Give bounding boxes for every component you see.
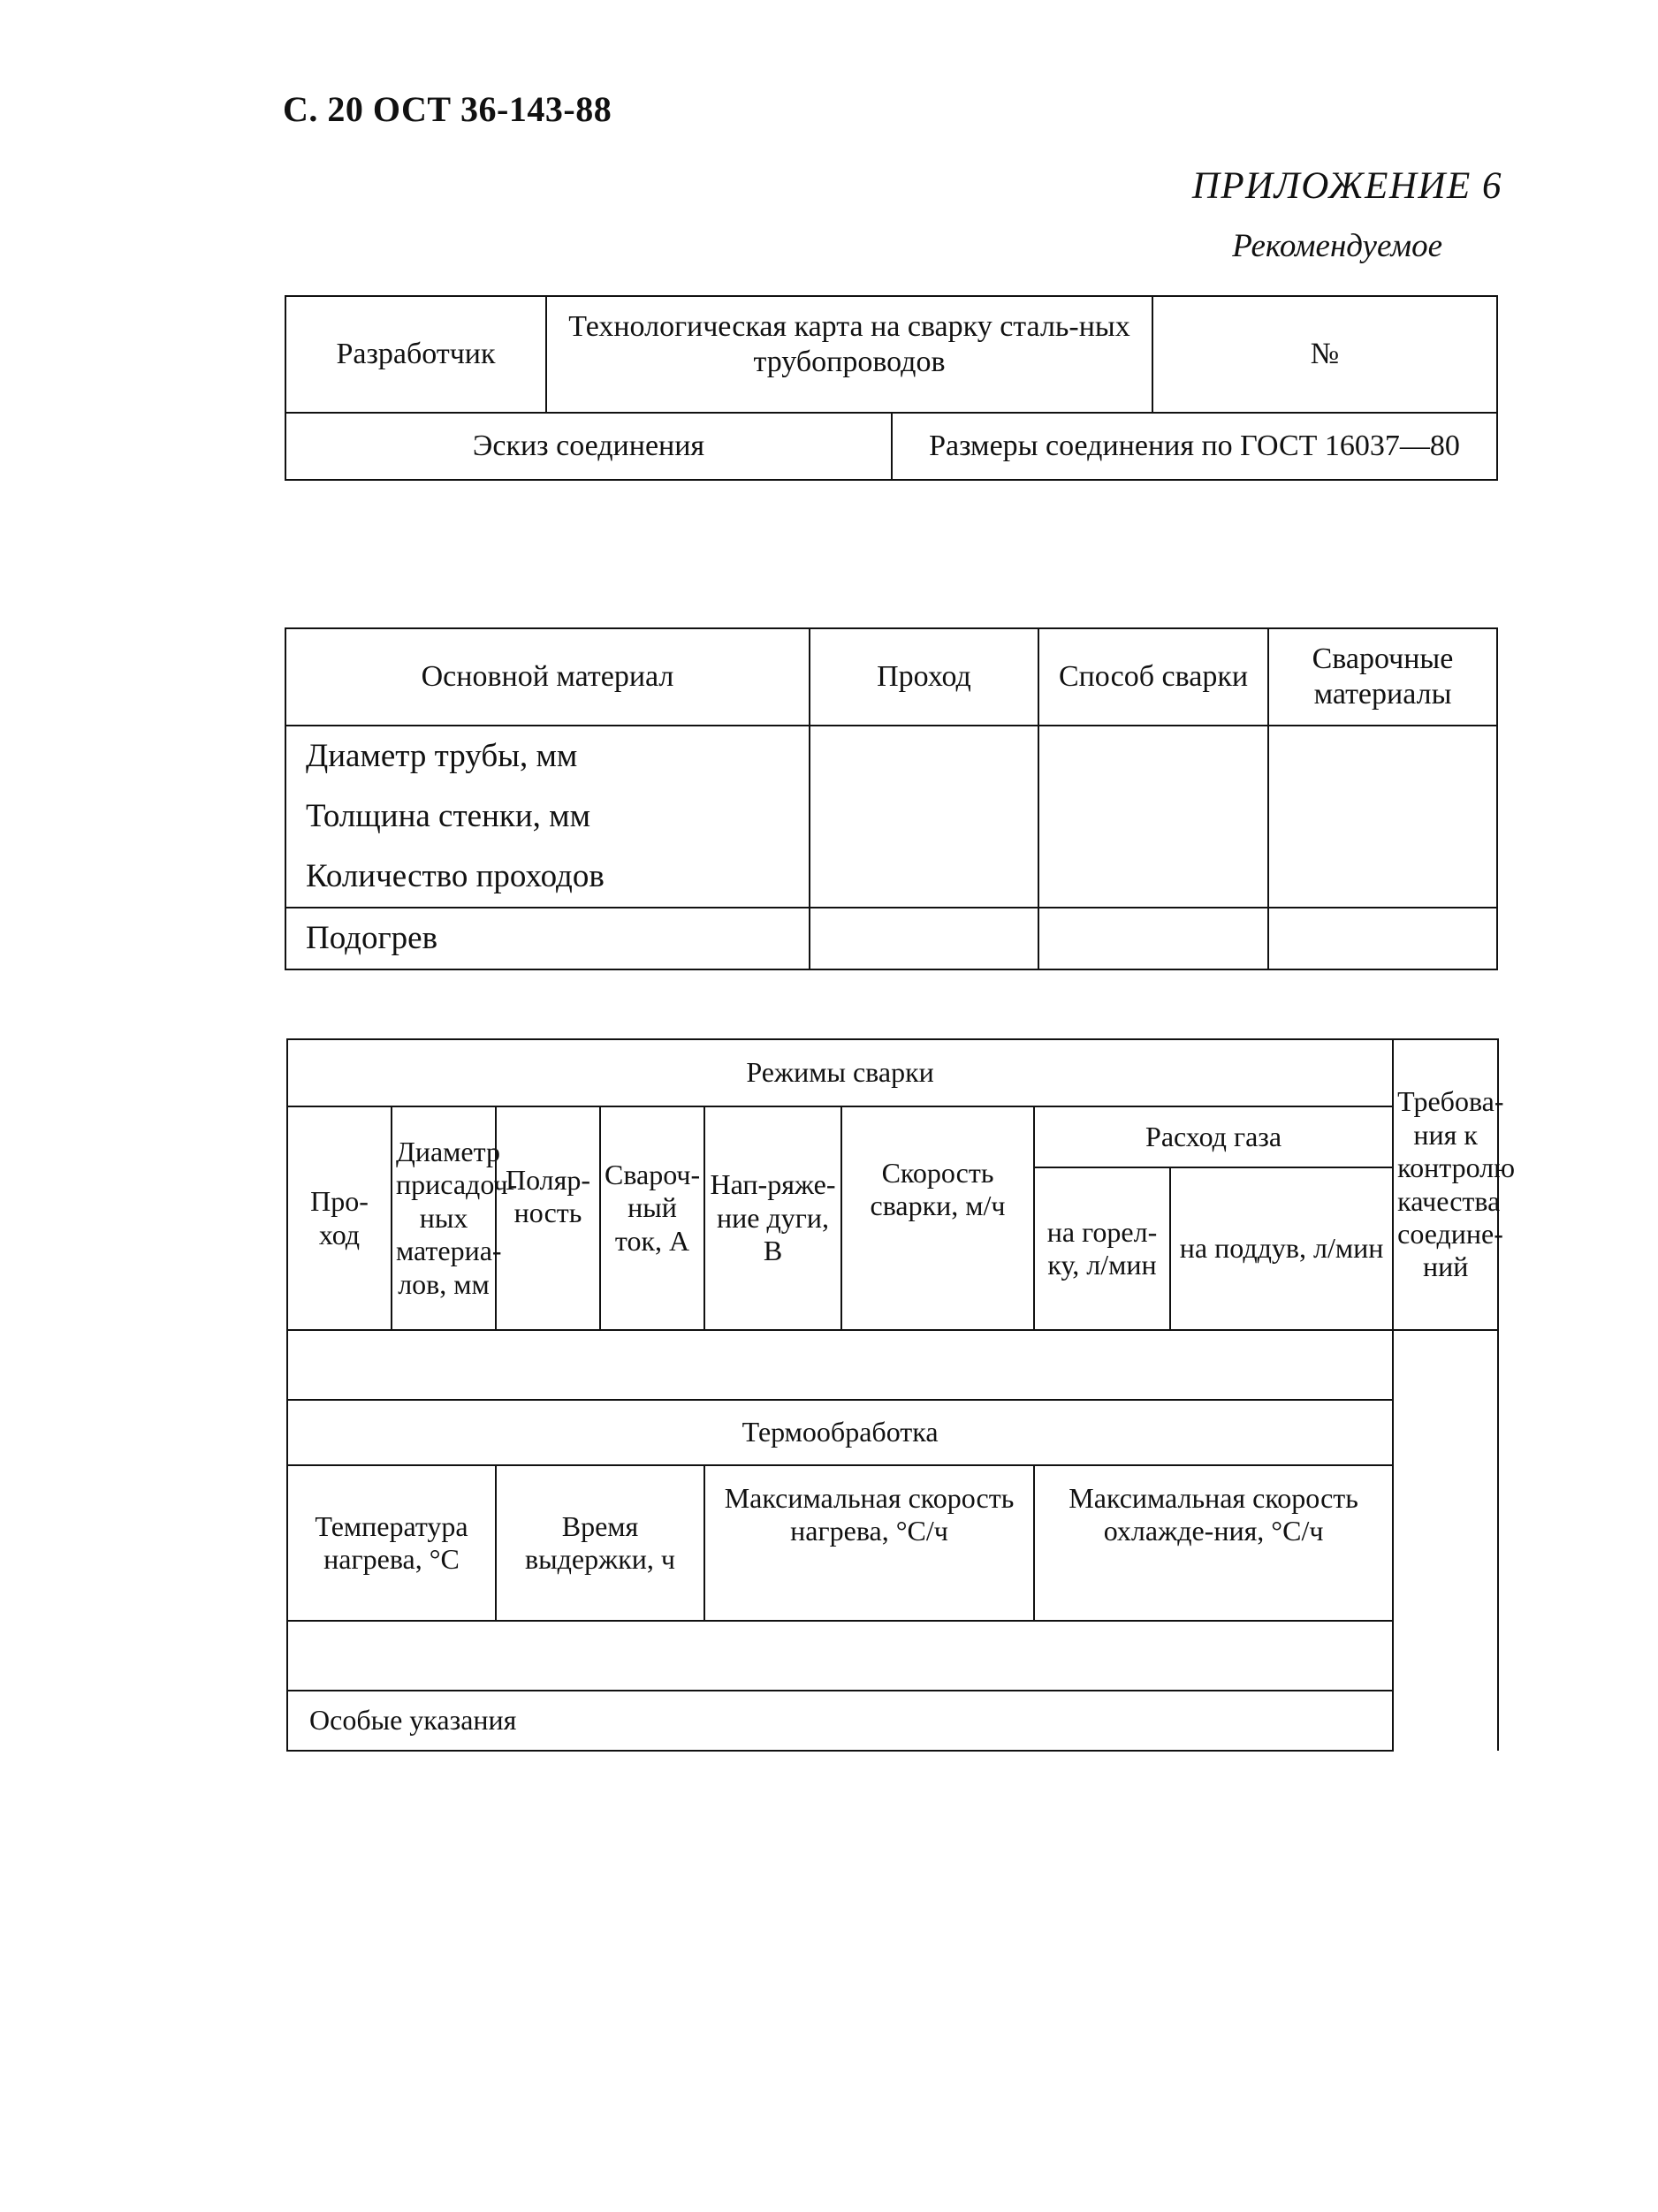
polarity-header [496, 1106, 600, 1330]
pass-label: Проход [877, 660, 971, 694]
developer-cell [285, 296, 546, 413]
appendix-title: ПРИЛОЖЕНИЕ 6 [1191, 165, 1502, 207]
pass-count-row [285, 847, 810, 908]
materials-blank-cell [1268, 908, 1497, 969]
speed-header [841, 1106, 1034, 1330]
gas-purge-label: на поддув, л/мин [1179, 1232, 1384, 1265]
sketch-cell [285, 413, 892, 480]
base-material-label: Основной материал [421, 660, 674, 694]
hold-time-label: Время выдержки, ч [525, 1509, 675, 1575]
heat-treatment-title-cell [287, 1400, 1393, 1465]
temperature-label: Температура нагрева, °С [315, 1509, 468, 1575]
filler-diameter-header [392, 1106, 518, 1330]
heating-rate-label: Максимальная скорость нагрева, °С/ч [724, 1482, 1015, 1547]
cooling-rate-label: Максимальная скорость охлажде-ния, °С/ч [1069, 1482, 1358, 1547]
joint-dimensions-label: Размеры соединения по ГОСТ 16037—80 [929, 429, 1460, 463]
welding-materials-label: Сварочные материалы [1312, 642, 1454, 711]
welding-modes-title: Режимы сварки [746, 1056, 934, 1089]
wall-thickness-label: Толщина стенки, мм [306, 798, 590, 835]
pipe-diameter-label: Диаметр трубы, мм [306, 738, 578, 775]
heating-rate-header [704, 1465, 1034, 1621]
heat-treatment-title: Термообработка [742, 1416, 939, 1448]
welding-modes-table [286, 1038, 1516, 1752]
welding-materials-header [1268, 628, 1497, 726]
pass-count-label: Количество проходов [306, 858, 605, 895]
speed-label: Скорость сварки, м/ч [870, 1157, 1006, 1222]
special-instructions-cell [287, 1691, 1393, 1751]
gas-torch-label: на горел-ку, л/мин [1046, 1215, 1158, 1281]
special-instructions-label: Особые указания [309, 1704, 517, 1737]
materials-blank-cell [1038, 908, 1268, 969]
cooling-rate-header [1034, 1465, 1393, 1621]
pass-col-label: Про-ход [310, 1185, 369, 1250]
hold-time-header [496, 1465, 704, 1621]
materials-blank-cell [1038, 726, 1268, 908]
welding-method-header [1038, 628, 1268, 726]
pipe-diameter-row [285, 726, 810, 787]
preheat-label: Подогрев [306, 920, 438, 957]
appendix-status: Рекомендуемое [1232, 228, 1442, 264]
current-header [600, 1106, 704, 1330]
pass-col-header [287, 1106, 392, 1330]
developer-label: Разработчик [336, 338, 496, 371]
gas-torch-header [1034, 1167, 1170, 1330]
current-label: Свароч-ный ток, А [605, 1159, 701, 1257]
inspection-requirements-label: Требова-ния к контролю качества соедине-ний [1397, 1085, 1516, 1283]
inspection-requirements-blank [1393, 1330, 1498, 1751]
number-sign: № [1310, 338, 1340, 371]
materials-table [285, 627, 1498, 970]
card-title: Технологическая карта на сварку сталь-ных трубопроводов [568, 310, 1130, 378]
preheat-row [285, 908, 810, 969]
voltage-label: Нап-ряже-ние дуги, В [710, 1168, 836, 1267]
welding-modes-data-row [287, 1330, 1393, 1400]
gas-flow-label: Расход газа [1145, 1120, 1282, 1152]
pass-header [810, 628, 1038, 726]
filler-diameter-label: Диаметр присадоч-ных материа-лов, мм [396, 1135, 518, 1300]
welding-modes-title-cell [287, 1039, 1393, 1106]
base-material-header [285, 628, 810, 726]
number-cell [1152, 296, 1497, 413]
heat-treatment-data-row [287, 1621, 1393, 1691]
card-header-table [285, 295, 1498, 481]
gas-purge-header [1170, 1167, 1393, 1330]
materials-blank-cell [1268, 726, 1497, 908]
welding-method-label: Способ сварки [1058, 660, 1249, 694]
voltage-header [704, 1106, 841, 1330]
inspection-requirements-cell [1393, 1039, 1516, 1330]
materials-blank-cell [810, 726, 1038, 908]
joint-dimensions-cell [892, 413, 1497, 480]
polarity-label: Поляр-ность [505, 1164, 591, 1229]
page-header: С. 20 ОСТ 36-143-88 [283, 89, 612, 129]
materials-blank-cell [810, 908, 1038, 969]
gas-flow-header [1034, 1106, 1393, 1167]
temperature-header [287, 1465, 496, 1621]
wall-thickness-row [285, 787, 810, 847]
sketch-label: Эскиз соединения [472, 429, 705, 463]
card-title-cell [546, 296, 1152, 413]
